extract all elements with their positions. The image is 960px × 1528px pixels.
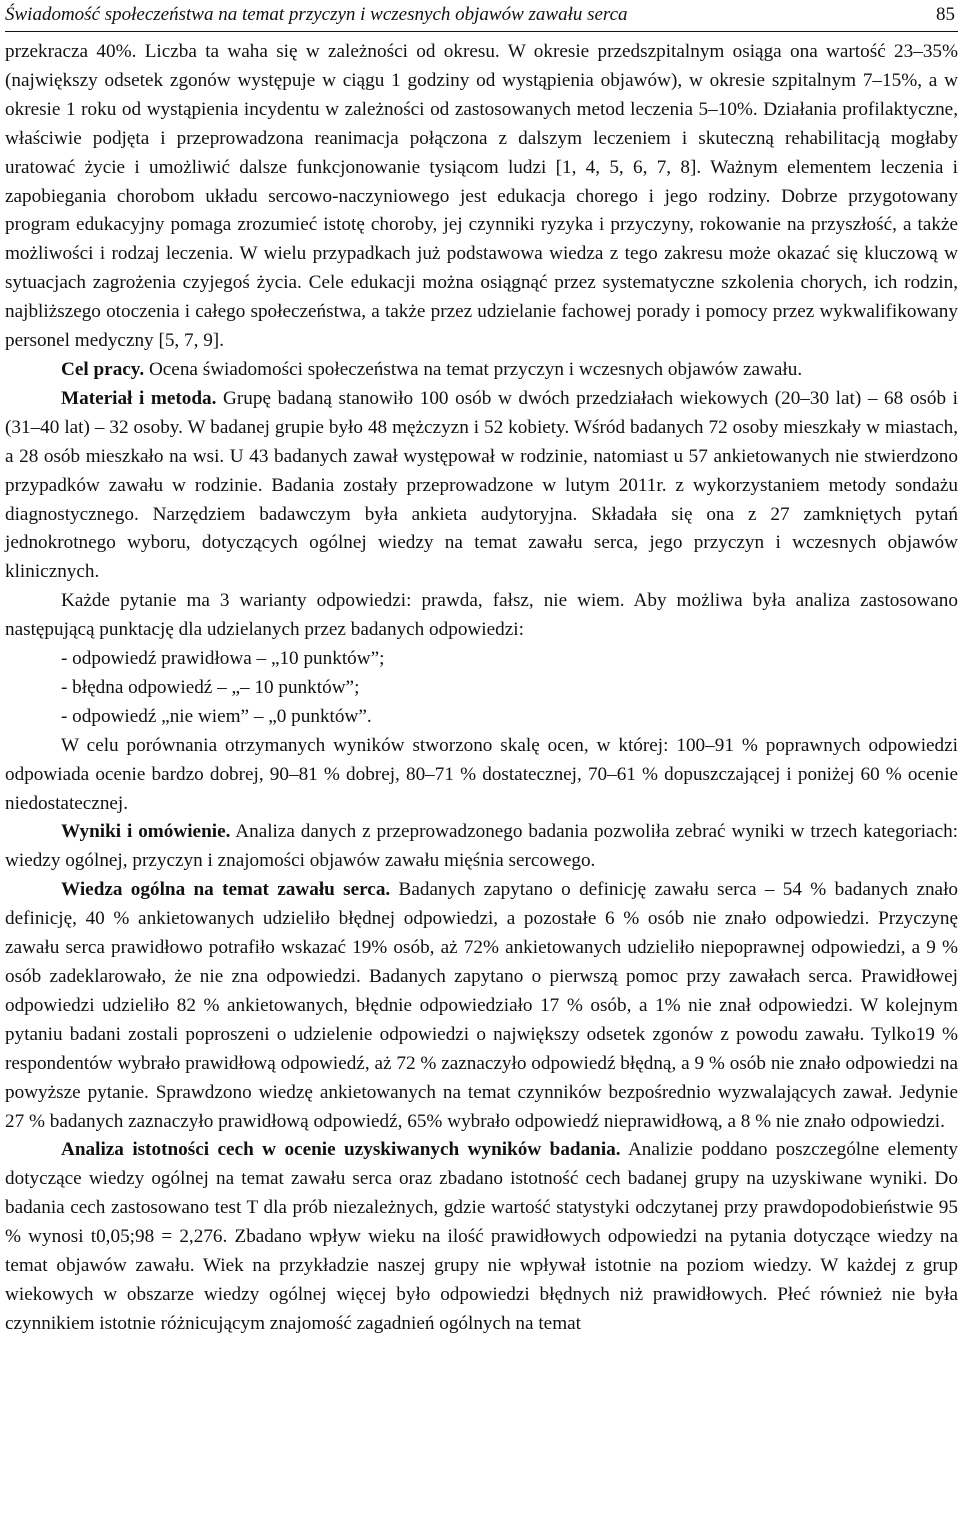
paragraph-results-text: Analiza danych z przeprowadzonego badania pozwoliła zebrać wyniki w trzech kategoriach: wiedzy ogólnej, przyczyn i znajomości objawów zawału mięśnia sercowego.: [5, 821, 959, 872]
paragraph-general-knowledge: [5, 876, 958, 1136]
running-title: Świadomość społeczeństwa na temat przyczyn i wczesnych objawów zawału serca: [5, 4, 628, 25]
paragraph-intro: przekracza 40%. Liczba ta waha się w zależności od okresu. W okresie przedszpitalnym osiąga ona wartość 23–35% (największy odsetek zgonów występuje w ciągu 1 godziny od wystąpienia objawów), w okresie szpitalnym 7–15%, a w okresie 1 roku od wystąpienia incydentu w zależności od zastosowanych metod leczenia 5–10%. Działania profilaktyczne, właściwie podjęta i przeprowadzona reanimacja połączona z dalszym leczeniem i skuteczną rehabilitacją mogłaby uratować życie i umożliwić dalsze funkcjonowanie tysiącom ludzi [1, 4, 5, 6, 7, 8]. Ważnym elementem leczenia i zapobiegania chorobom układu sercowo-naczyniowego jest edukacja chorego i jego rodziny. Dobrze przygotowany program edukacyjny pomaga zrozumieć istotę choroby, jej czynniki ryzyka i przyczyny, rokowanie na przyszłość, a także możliwości i rodzaj leczenia. W wielu przypadkach już podstawowa wiedza z tego zakresu może okazać się kluczową w sytuacjach zagrożenia czyjegoś życia. Cele edukacji można osiągnąć przez systematyczne szkolenia chorych, ich rodzin, najbliższego otoczenia i całego społeczeństwa, a także przez udzielanie fachowej porady i pomocy przez wykwalifikowany personel medyczny [5, 7, 9].: [5, 41, 958, 352]
running-header: [5, 0, 958, 32]
paragraph-results: [5, 818, 958, 876]
paragraph-aim: [5, 356, 958, 385]
paragraph-methods-text: Grupę badaną stanowiło 100 osób w dwóch przedziałach wiekowych (20–30 lat) – 68 osób i (31–40 lat) – 32 osoby. W badanej grupie było 48 mężczyzn i 52 kobiety. Wśród badanych 72 osoby mieszkały w miastach, a 28 osób mieszkało na wsi. U 43 badanych zawał występował w rodzinie, natomiast u 57 ankietowanych nie stwierdzono przypadków zawału w rodzinie. Badania zostały przeprowadzone w lutym 2011r. z wykorzystaniem metody sondażu diagnostycznego. Narzędziem badawczym była ankieta audytoryjna. Składała się ona z 27 zamkniętych pytań jednokrotnego wyboru, dotyczących ogólnej wiedzy na temat zawału serca, jego przyczyn i wczesnych objawów klinicznych.: [5, 387, 958, 583]
paragraph-methods: [5, 385, 958, 587]
section-heading-aim: Cel pracy.: [61, 358, 145, 380]
paragraph-significance-text: Analizie poddano poszczególne elementy dotyczące wiedzy ogólnej na temat zawału serca oraz zbadano istotność cech badanej grupy na uzyskiwane wyniki. Do badania cech zastosowano test T dla prób niezależnych, gdzie wartość statystyki odczytanej przy prawdopodobieństwie 95 % wynosi t0,05;98 = 2,276. Zbadano wpływ wieku na ilość prawidłowych odpowiedzi na pytania dotyczące wiedzy na temat objawów zawału. Wiek na przykładzie naszej grupy nie wpływał istotnie na poziom wiedzy. W każdej z grup wiekowych w obszarze wiedzy ogólnej więcej było odpowiedzi błędnych niż prawidłowych. Płeć również nie była czynnikiem istotnie różnicującym znajomość zagadnień ogólnych na temat: [5, 1139, 959, 1334]
section-heading-methods: Materiał i metoda.: [61, 387, 217, 409]
document-page: [5, 0, 958, 1339]
list-item-wrong: - błędna odpowiedź – „– 10 punktów”;: [61, 676, 360, 698]
paragraph-scale: W celu porównania otrzymanych wyników stworzono skalę ocen, w której: 100–91 % poprawnych odpowiedzi odpowiada ocenie bardzo dobrej, 90–81 % dobrej, 80–71 % dostatecznej, 70–61 % dopuszczającej i poniżej 60 % ocenie niedostatecznej.: [5, 734, 958, 814]
paragraph-aim-text: Ocena świadomości społeczeństwa na temat przyczyn i wczesnych objawów zawału.: [144, 358, 803, 380]
section-heading-results: Wyniki i omówienie.: [61, 821, 231, 843]
page-number: 85: [936, 4, 955, 25]
article-body: [5, 38, 958, 1339]
list-item-correct: - odpowiedź prawidłowa – „10 punktów”;: [61, 648, 385, 670]
list-item-dont-know: - odpowiedź „nie wiem” – „0 punktów”.: [61, 705, 372, 727]
section-heading-general-knowledge: Wiedza ogólna na temat zawału serca.: [61, 879, 391, 901]
paragraph-general-knowledge-text: Badanych zapytano o definicję zawału serca – 54 % badanych znało definicję, 40 % ankietowanych udzieliło błędnej odpowiedzi, a pozostałe 6 % osób nie znało odpowiedzi. Przyczynę zawału serca prawidłowo potrafiło wskazać 19% osób, aż 72% ankietowanych udzieliło niepoprawnej odpowiedzi, a 9 % osób zadeklarowało, że nie zna odpowiedzi. Badanych zapytano o pierwszą pomoc przy zawałach serca. Prawidłowej odpowiedzi udzieliło 82 % ankietowanych, błędnie odpowiedziało 17 % osób, a 1% nie znał odpowiedzi. W kolejnym pytaniu badani zostali poproszeni o udzielenie odpowiedzi o największy odsetek zgonów z powodu zawału. Tylko19 % respondentów wybrało prawidłową odpowiedź, aż 72 % zaznaczyło odpowiedź błędną, a 9 % osób nie znało odpowiedzi na powyższe pytanie. Sprawdzono wiedzę ankietowanych na temat czynników bezpośrednio wyzwalających zawał. Jedynie 27 % badanych zaznaczyło prawidłową odpowiedź, 65% wybrało odpowiedź nieprawidłową, a 8 % nie znało odpowiedzi.: [5, 879, 959, 1132]
paragraph-scoring: Każde pytanie ma 3 warianty odpowiedzi: prawda, fałsz, nie wiem. Aby możliwa była analiza zastosowano następującą punktację dla udzielanych przez badanych odpowiedzi:: [5, 590, 958, 641]
section-heading-significance: Analiza istotności cech w ocenie uzyskiwanych wyników badania.: [61, 1139, 621, 1161]
paragraph-significance: [5, 1136, 958, 1338]
